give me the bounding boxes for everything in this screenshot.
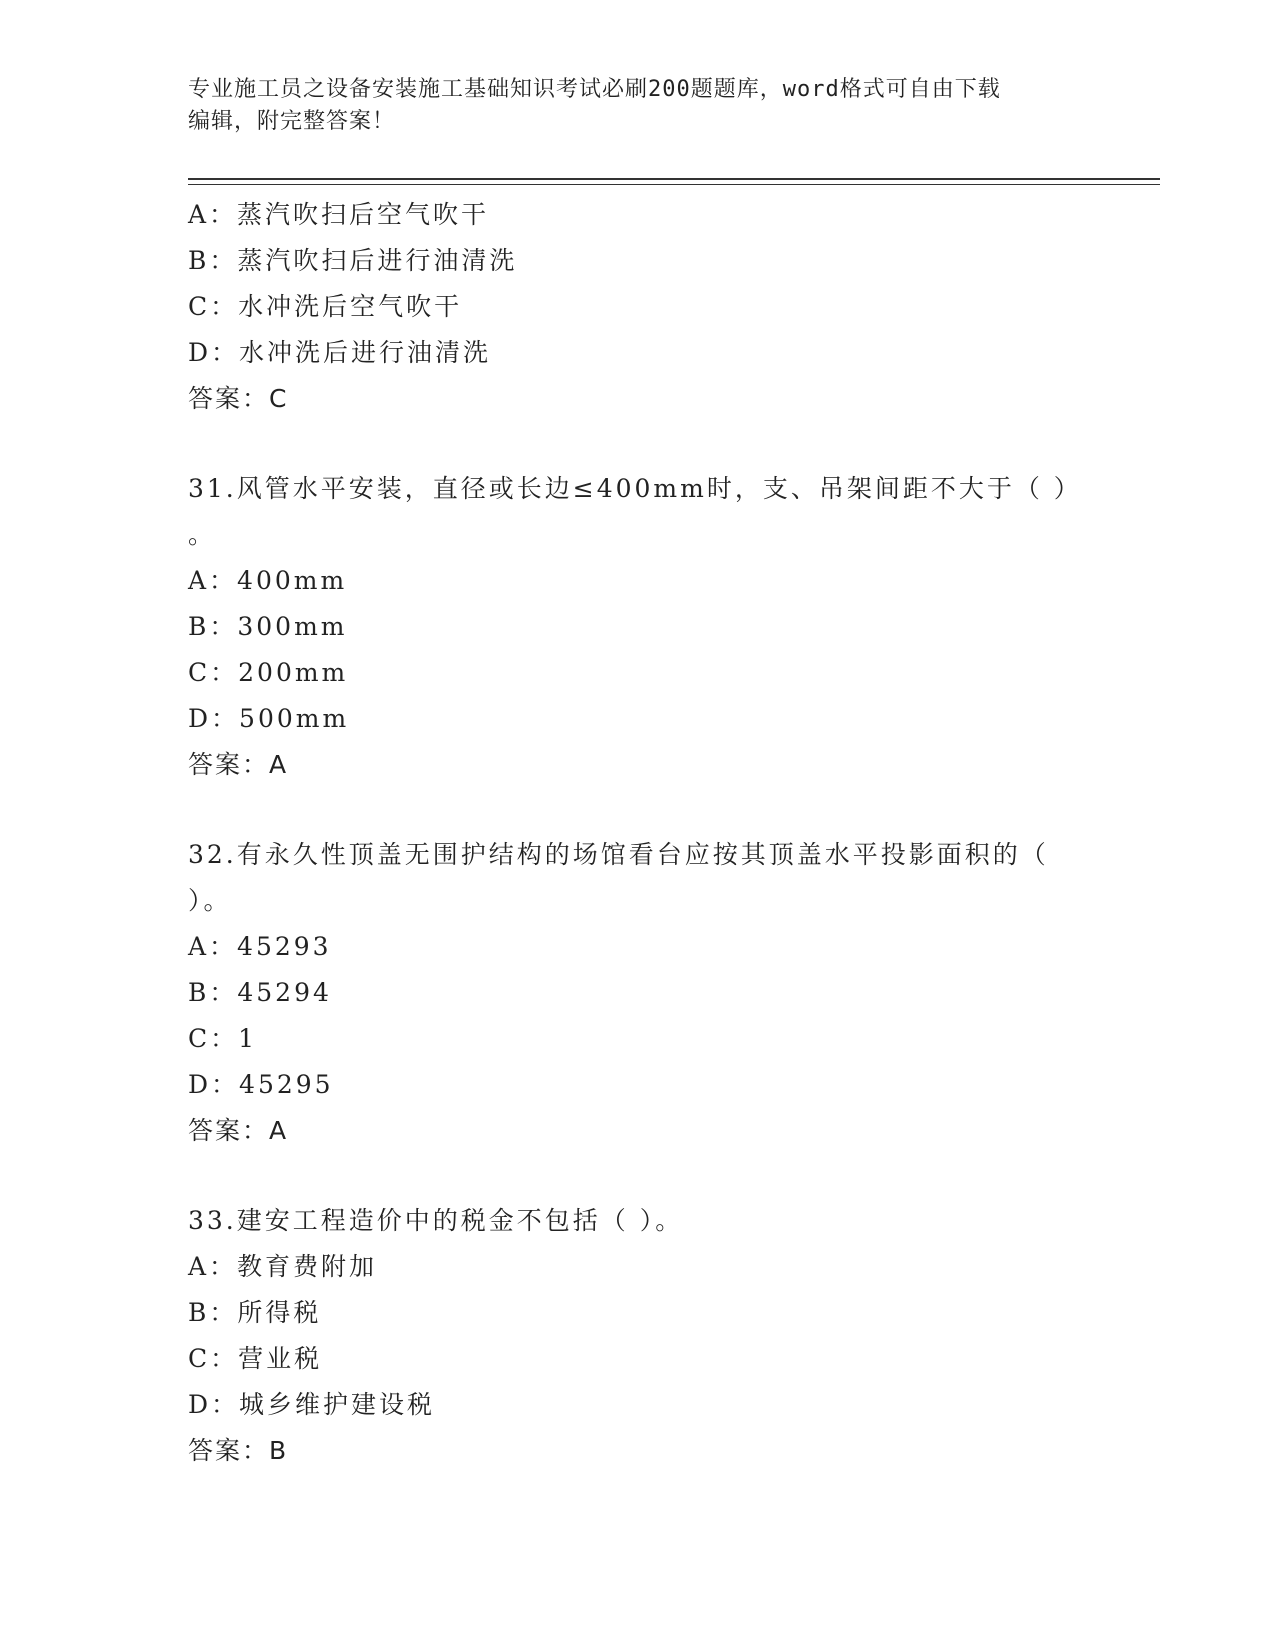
option-b: B：300mm xyxy=(188,612,348,641)
option-b: B：蒸汽吹扫后进行油清洗 xyxy=(188,246,518,275)
option-a: A：400mm xyxy=(188,566,348,595)
answer-label: 答案：A xyxy=(188,750,289,779)
option-a: A：教育费附加 xyxy=(188,1252,378,1281)
option-d: D：500mm xyxy=(188,704,350,733)
question-30-options xyxy=(188,192,1088,422)
option-c: C：1 xyxy=(188,1024,258,1053)
option-a: A：45293 xyxy=(188,932,332,961)
document-header xyxy=(188,74,1068,138)
question-title: 31.风管水平安装，直径或长边≤400mm时，支、吊架间距不大于（ ） xyxy=(188,474,1082,503)
header-line-2: 编辑，附完整答案！ xyxy=(188,109,396,134)
header-line-1: 专业施工员之设备安装施工基础知识考试必刷200题题库，word格式可自由下载 xyxy=(188,77,1001,102)
answer-label: 答案：C xyxy=(188,384,289,413)
answer-label: 答案：A xyxy=(188,1116,289,1145)
option-b: B：所得税 xyxy=(188,1298,322,1327)
question-33 xyxy=(188,1198,1088,1474)
header-divider-thick xyxy=(188,178,1160,180)
option-d: D：水冲洗后进行油清洗 xyxy=(188,338,492,367)
option-d: D：城乡维护建设税 xyxy=(188,1390,436,1419)
question-title-continued: ）。 xyxy=(188,886,232,915)
option-c: C：水冲洗后空气吹干 xyxy=(188,292,463,321)
header-divider-thin xyxy=(188,184,1160,185)
answer-label: 答案：B xyxy=(188,1436,289,1465)
option-c: C：200mm xyxy=(188,658,349,687)
question-list xyxy=(188,192,1088,1474)
option-a: A：蒸汽吹扫后空气吹干 xyxy=(188,200,490,229)
question-32 xyxy=(188,832,1088,1154)
option-c: C：营业税 xyxy=(188,1344,323,1373)
question-title-continued: 。 xyxy=(188,520,217,549)
question-title: 33.建安工程造价中的税金不包括（ ）。 xyxy=(188,1206,684,1235)
option-d: D：45295 xyxy=(188,1070,334,1099)
option-b: B：45294 xyxy=(188,978,332,1007)
question-title: 32.有永久性顶盖无围护结构的场馆看台应按其顶盖水平投影面积的（ xyxy=(188,840,1049,869)
question-31 xyxy=(188,466,1088,788)
